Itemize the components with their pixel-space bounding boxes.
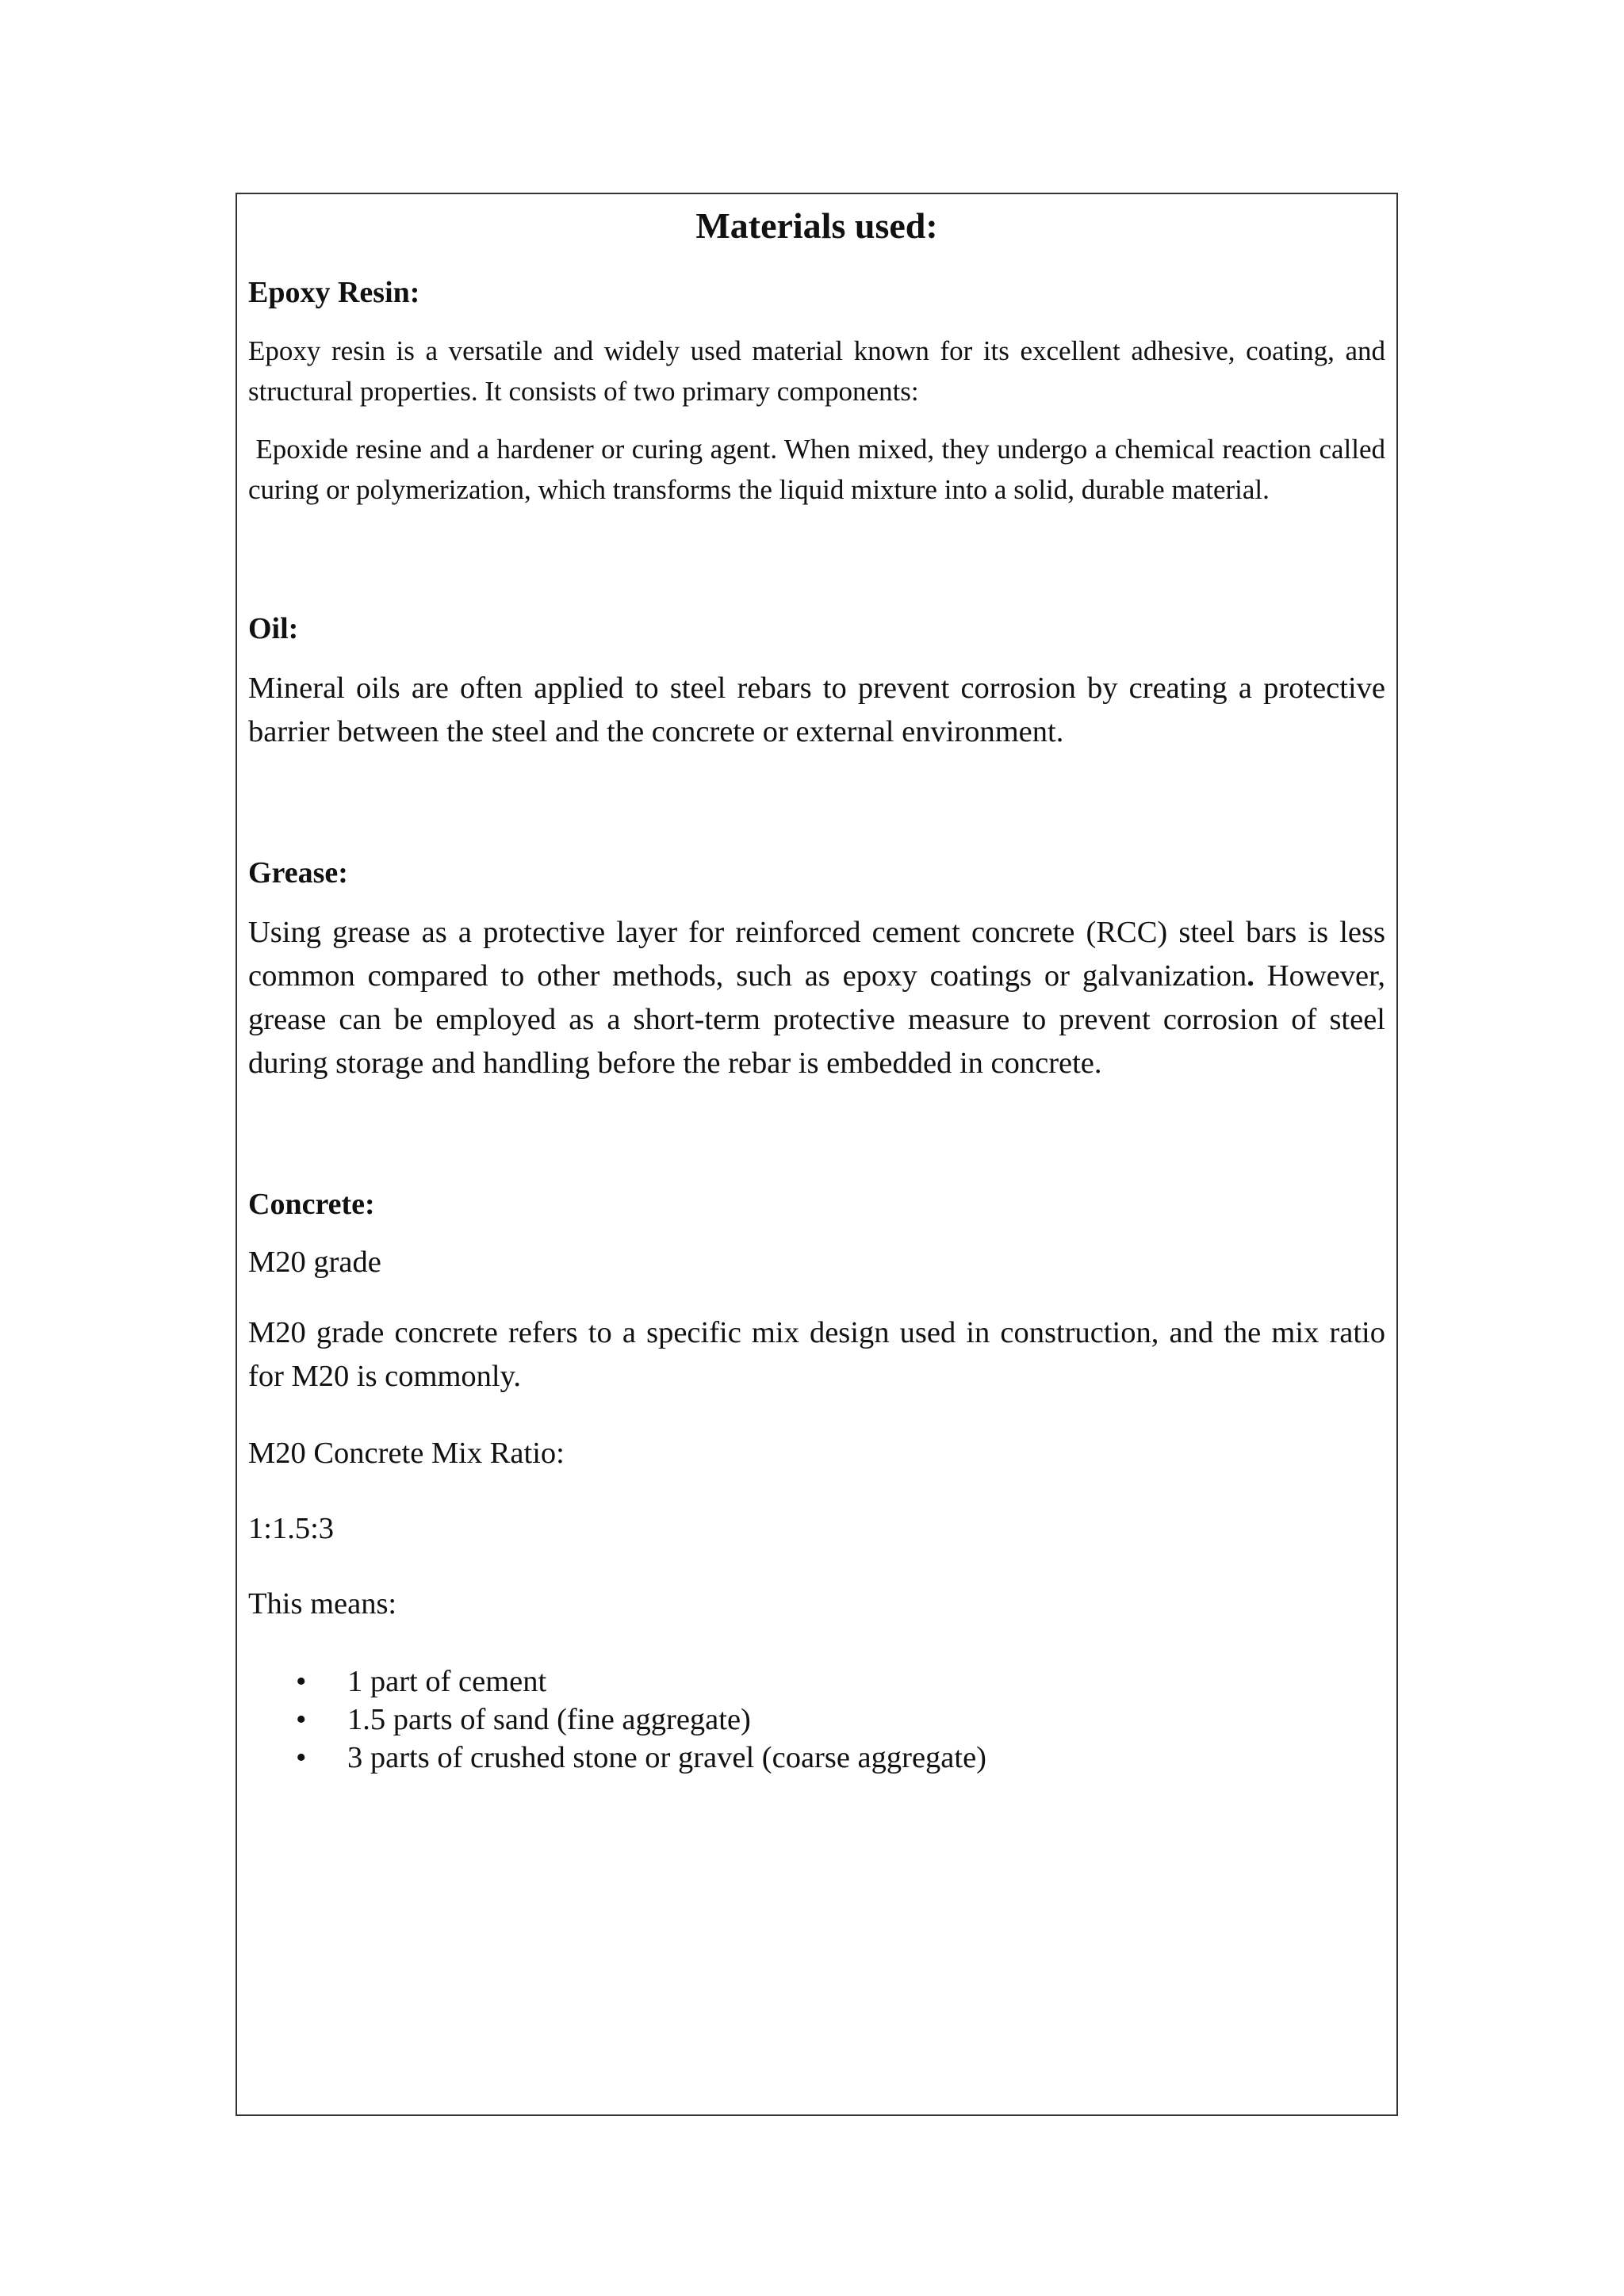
mix-ratio-value: 1:1.5:3 [248, 1512, 335, 1545]
bullet-icon: • [296, 1741, 307, 1774]
concrete-paragraph: M20 grade concrete refers to a specific mix design used in construction, and the mix ratio for M20 is commonly. [248, 1316, 1385, 1393]
page-title: Materials used: [695, 205, 938, 246]
bullet-icon: • [296, 1665, 307, 1698]
heading-oil: Oil: [248, 612, 299, 645]
grease-bold-period: . [1247, 959, 1254, 993]
heading-concrete: Concrete: [248, 1188, 375, 1221]
list-item: • 1 part of cement [248, 1663, 1385, 1701]
grease-paragraph [248, 911, 1385, 1085]
mix-ratio-label: M20 Concrete Mix Ratio: [248, 1437, 565, 1470]
epoxy-paragraph-2: Epoxide resine and a hardener or curing agent. When mixed, they undergo a chemical reaction called curing or polymerization, which transforms the liquid mixture into a solid, durable material. [248, 434, 1392, 505]
list-item: • 1.5 parts of sand (fine aggregate) [248, 1701, 1385, 1739]
bullet-icon: • [296, 1703, 307, 1736]
mix-components-list [248, 1663, 1385, 1777]
content-box [236, 193, 1398, 2116]
epoxy-paragraph-1: Epoxy resin is a versatile and widely used material known for its excellent adhesive, coating, and structural properties. It consists of two primary components: [248, 335, 1385, 407]
list-item: • 3 parts of crushed stone or gravel (coarse aggregate) [248, 1739, 1385, 1777]
grease-text-b: However, grease can be employed as a short-term protective measure to prevent corrosion of steel during storage and handling before the rebar is embedded in concrete. [248, 959, 1385, 1080]
oil-paragraph: Mineral oils are often applied to steel rebars to prevent corrosion by creating a protective barrier between the steel and the concrete or external environment. [248, 672, 1385, 748]
concrete-grade: M20 grade [248, 1246, 381, 1279]
grease-text-a: Using grease as a protective layer for reinforced cement concrete (RCC) steel bars is less common compared to other methods, such as epoxy coatings or galvanization [248, 916, 1385, 993]
heading-epoxy-resin: Epoxy Resin: [248, 276, 420, 309]
content-inner [248, 194, 1392, 1777]
heading-grease: Grease: [248, 856, 348, 890]
this-means-label: This means: [248, 1587, 397, 1621]
